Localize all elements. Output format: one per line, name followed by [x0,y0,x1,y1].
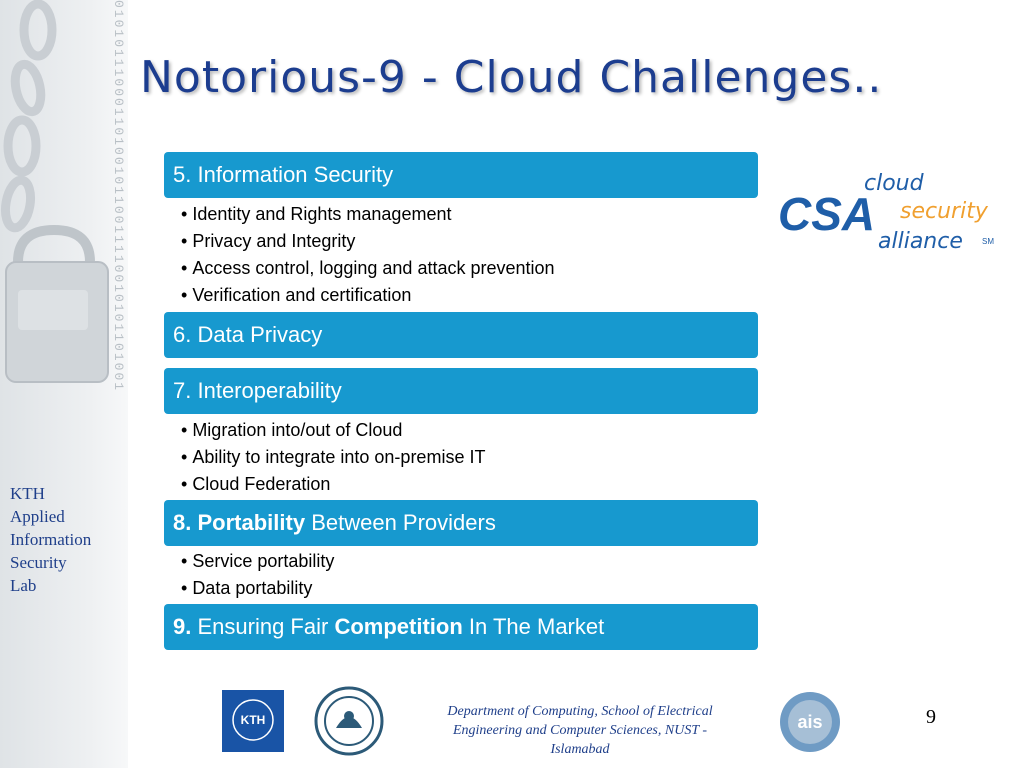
svg-text:ais: ais [797,712,823,732]
page-number: 9 [926,706,936,728]
ais-logo [778,690,842,754]
list-item: • Identity and Rights management [181,201,555,228]
interoperability-bullets [181,417,485,498]
nust-logo [314,686,384,756]
section-header-data-privacy: 6. Data Privacy [164,312,758,358]
section-header-interoperability: 7. Interoperability [164,368,758,414]
section-header-information-security: 5. Information Security [164,152,758,198]
section-header-portability: 8. Portability Between Providers [164,500,758,546]
svg-text:CSA: CSA [778,188,876,240]
slide-title: Notorious-9 - Cloud Challenges.. [140,52,883,103]
section-header-competition: 9. Ensuring Fair Competition In The Market [164,604,758,650]
department-text: Department of Computing, School of Electrical Engineering and Computer Sciences, NUST - Islamabad [447,704,713,757]
csa-logo [776,166,1012,258]
lab-name: KTH Applied Information Security Lab [10,484,92,595]
portability-bullets [181,548,334,602]
left-decorative-panel [0,0,128,768]
svg-text:SM: SM [982,237,994,246]
svg-text:alliance: alliance [878,229,963,254]
list-item: • Service portability [181,548,334,575]
list-item: • Ability to integrate into on-premise IT [181,444,485,471]
list-item: • Access control, logging and attack prevention [181,255,555,282]
list-item: • Verification and certification [181,282,555,309]
svg-text:KTH: KTH [240,713,266,727]
binary-digits-decoration: 0101011100011010010110011110010101101001 [111,0,126,393]
list-item: • Migration into/out of Cloud [181,417,485,444]
kth-logo [222,690,284,752]
list-item: • Privacy and Integrity [181,228,555,255]
svg-text:cloud: cloud [864,171,924,196]
list-item: • Data portability [181,575,334,602]
list-item: • Cloud Federation [181,471,485,498]
svg-text:security: security [900,199,988,224]
information-security-bullets [181,201,555,309]
